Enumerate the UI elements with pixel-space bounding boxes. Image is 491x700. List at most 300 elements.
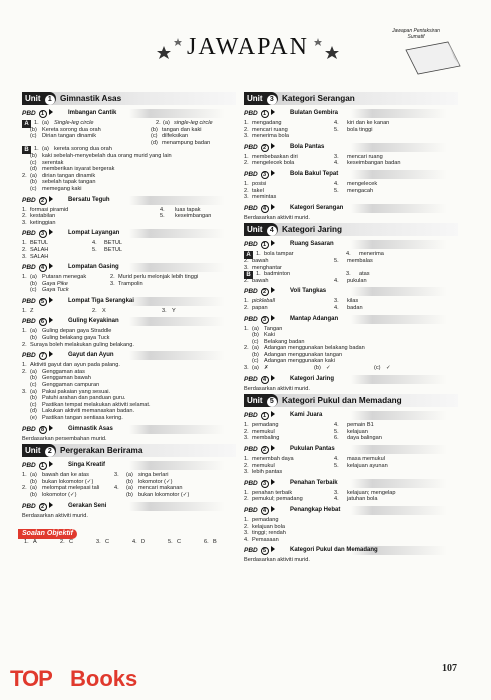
answer-text: Z — [30, 307, 34, 314]
objective-answer-list — [24, 539, 238, 547]
pbd-prefix: PBD — [244, 479, 260, 487]
answer-text: (a) — [252, 345, 259, 352]
answer-text: (a) — [42, 146, 49, 153]
answer-row — [22, 207, 236, 214]
pbd-label — [22, 351, 55, 360]
answer-row — [22, 342, 236, 349]
answer-row — [22, 492, 236, 499]
answer-row — [244, 517, 458, 524]
answer-row — [22, 179, 236, 186]
pbd-label — [244, 479, 277, 488]
answer-text: kelajuan bola — [252, 523, 285, 530]
answer-text: 1. — [244, 489, 249, 496]
pbd-number: 3 — [39, 230, 47, 238]
answer-text: 3. — [110, 280, 115, 287]
answer-text: papan — [252, 304, 268, 311]
answer-text: serentak — [42, 159, 64, 166]
answer-text: 4. — [334, 496, 339, 503]
answer-text: 3. — [244, 365, 249, 372]
answer-text: Pakai pakaian yang sesuai. — [42, 388, 111, 395]
pbd-activity-header — [244, 445, 458, 454]
answer-text: 3. — [244, 469, 249, 476]
pbd-prefix: PBD — [244, 412, 260, 420]
answer-text: 1. — [22, 240, 27, 247]
answer-row — [22, 308, 236, 315]
answer-text: 2. — [244, 523, 249, 530]
answer-text: atas — [359, 271, 370, 278]
arrow-right-icon — [49, 196, 53, 202]
page-number: 107 — [442, 663, 457, 674]
answer-text: 2. — [22, 341, 27, 348]
answer-text: 4. — [334, 422, 339, 429]
pbd-prefix: PBD — [22, 352, 38, 360]
pbd-prefix: PBD — [22, 297, 38, 305]
pbd-label — [244, 315, 277, 324]
pbd-activity-header — [22, 229, 236, 238]
answer-row — [244, 326, 458, 333]
answer-text: bola tampar — [264, 251, 294, 258]
unit-number: 3 — [267, 95, 277, 105]
answer-text: pickleball — [252, 298, 276, 305]
answer-text: mencari ruang — [347, 153, 383, 160]
answer-text: (b) — [30, 395, 37, 402]
answer-text: (c) — [30, 133, 37, 140]
answer-text: 1. — [22, 206, 27, 213]
answer-text: (a) — [30, 388, 37, 395]
pbd-number: 8 — [39, 426, 47, 434]
answer-row — [22, 328, 236, 335]
answer-text: Single-leg circle — [54, 120, 94, 126]
unit-header — [244, 223, 458, 236]
pbd-activity-header — [244, 109, 458, 118]
pbd-title: Kategori Jaring — [290, 375, 335, 382]
pbd-activity-header — [244, 315, 458, 324]
answer-text: kelajuan; mengelap — [347, 489, 396, 496]
answer-text: pemain B1 — [347, 422, 374, 429]
answer-text: Berdasarkan aktiviti murid. — [244, 385, 310, 392]
answer-row — [244, 278, 458, 285]
answer-text: (a) — [30, 172, 37, 179]
pbd-activity-header — [22, 351, 236, 360]
answer-row — [22, 402, 236, 409]
answer-text: 2. — [244, 496, 249, 503]
answer-text: 4. — [114, 485, 119, 492]
arrow-right-icon — [49, 229, 53, 235]
answer-text: SALAH — [30, 253, 49, 260]
answer-row — [244, 154, 458, 161]
answer-row — [244, 127, 458, 134]
answer-text: 2. — [22, 485, 27, 492]
answer-text: Kereta sorong dua orah — [42, 126, 101, 133]
answer-text: (b) — [252, 332, 259, 339]
answer-text: luas tapak — [175, 206, 201, 213]
answer-text: pemadang — [252, 422, 279, 429]
answer-text: keseimbangan badan — [347, 160, 401, 167]
answer-text: 2. — [110, 274, 115, 281]
arrow-right-icon — [271, 315, 275, 321]
pbd-title: Pukulan Pantas — [290, 446, 335, 453]
unit-title: Pergerakan Berirama — [60, 446, 143, 456]
answer-text: 4. — [346, 251, 351, 258]
answer-text: 4. — [244, 536, 249, 543]
answer-text: 5. — [334, 257, 339, 264]
unit-label: Unit — [247, 396, 265, 406]
pbd-number: 5 — [39, 298, 47, 306]
unit-header — [22, 444, 236, 457]
answer-row — [22, 335, 236, 342]
answer-text: 1. — [244, 422, 249, 429]
answer-text: (e) — [30, 415, 37, 421]
answer-text: 3. — [334, 298, 339, 305]
answer-text: jatuhan bola — [347, 496, 378, 503]
answer-text: ✗ — [264, 365, 269, 372]
pbd-number: 2 — [39, 197, 47, 205]
header — [150, 30, 346, 64]
pbd-activity-header — [244, 204, 458, 213]
answer-text: 2. — [156, 120, 161, 126]
pbd-activity-header — [22, 263, 236, 272]
answer-text: Guling depan gaya Straddle — [42, 328, 112, 335]
pbd-prefix: PBD — [244, 204, 260, 212]
answer-text: Genggaman atas — [42, 368, 85, 375]
arrow-right-icon — [271, 546, 275, 552]
answer-row — [244, 120, 458, 127]
arrow-right-icon — [271, 170, 275, 176]
objective-number: 6. — [204, 539, 209, 546]
answer-text: Berdasarkan aktiviti murid. — [244, 214, 310, 221]
answer-text: 1. — [244, 298, 249, 305]
answer-text: posisi — [252, 180, 267, 187]
answer-row — [244, 271, 458, 278]
answer-text: Guling belakang gaya Tuck — [42, 335, 110, 342]
arrow-right-icon — [271, 375, 275, 381]
answer-row — [22, 140, 236, 147]
answer-row — [22, 395, 236, 402]
pbd-label — [22, 461, 55, 470]
answer-text: 1. — [244, 517, 249, 523]
pbd-title: Voli Tangkas — [290, 288, 327, 295]
objective-number: 5. — [168, 539, 173, 546]
pbd-number: 3 — [261, 480, 269, 488]
answer-text: Y — [172, 307, 176, 314]
answer-row — [22, 127, 236, 134]
answer-text: (d) — [30, 408, 37, 415]
answer-text: Trampolin — [118, 280, 143, 287]
answer-row — [244, 352, 458, 359]
pbd-number: 3 — [261, 171, 269, 179]
answer-text: 2. — [244, 257, 249, 264]
pbd-prefix: PBD — [244, 170, 260, 178]
answer-text: single-leg circle — [174, 120, 213, 126]
pbd-number: 4 — [261, 507, 269, 515]
answer-text: masa memukul — [347, 456, 385, 463]
pbd-prefix: PBD — [22, 230, 38, 238]
pbd-label — [22, 502, 55, 511]
pbd-title: Kami Juara — [290, 412, 323, 419]
pbd-activity-header — [244, 375, 458, 384]
pbd-label — [22, 263, 55, 272]
pbd-title: Lompatan Gasing — [68, 264, 119, 271]
answer-text: 2. — [92, 307, 97, 314]
pbd-number: 5 — [261, 547, 269, 555]
answer-text: (b) — [126, 478, 133, 485]
answer-text: (c) — [30, 287, 37, 294]
answer-text: Gaya Tuck — [42, 287, 69, 294]
pbd-label — [22, 196, 55, 205]
left-column — [22, 90, 236, 546]
answer-text: 5. — [334, 462, 339, 469]
pbd-activity-header — [244, 479, 458, 488]
arrow-right-icon — [271, 479, 275, 485]
unit-badge — [22, 444, 56, 457]
unit-badge — [244, 394, 278, 407]
answer-text: penahan terbaik — [252, 489, 293, 496]
answer-text: Aktiviti gayut dan ayun pada palang. — [30, 362, 120, 369]
answer-row — [244, 258, 458, 265]
answer-row — [244, 490, 458, 497]
answer-text: 3. — [334, 153, 339, 160]
answer-text: 4. — [334, 180, 339, 187]
answer-text: (a) — [126, 472, 133, 479]
pbd-activity-header — [244, 506, 458, 515]
summative-note: Jawapan Pentaksiran Sumatif — [392, 28, 440, 40]
answer-text: sebelah tapak tangan — [42, 179, 96, 186]
answer-text: 2. — [244, 304, 249, 311]
answer-text: X — [102, 307, 106, 314]
section-letter-badge: B — [244, 271, 253, 279]
answer-row — [244, 305, 458, 312]
answer-text: tangan dan kaki — [162, 126, 202, 133]
pbd-prefix: PBD — [244, 288, 260, 296]
answer-text: 1. — [244, 120, 249, 126]
pbd-activity-header — [244, 546, 458, 555]
pbd-label — [22, 109, 55, 118]
topbooks-logo — [10, 663, 150, 699]
answer-text: 1. — [22, 307, 27, 314]
answer-text: 3. — [244, 435, 249, 442]
answer-text: mencari ruang — [252, 126, 288, 133]
answer-text: Adangan menggunakan kaki — [264, 358, 335, 365]
answer-text: Adangan menggunakan belakang badan — [264, 345, 365, 352]
unit-label: Unit — [247, 94, 265, 103]
answer-text: (b) — [30, 179, 37, 186]
answer-text: 2. — [244, 160, 249, 167]
answer-text: lokomotor (✓) — [42, 491, 77, 498]
answer-row — [244, 358, 458, 365]
arrow-right-icon — [49, 317, 53, 323]
pbd-activity-header — [22, 502, 236, 511]
page-title: JAWAPAN — [187, 34, 309, 60]
answer-row — [22, 173, 236, 180]
answer-text: memukul — [252, 428, 275, 435]
pbd-number: 3 — [261, 316, 269, 324]
answer-text: 3. — [244, 194, 249, 201]
answer-text: 3. — [22, 219, 27, 226]
pbd-label — [244, 445, 277, 454]
unit-header — [22, 92, 236, 105]
answer-row — [244, 463, 458, 470]
answer-row — [22, 408, 236, 415]
pbd-number: 2 — [39, 503, 47, 511]
pbd-activity-header — [22, 425, 236, 434]
pbd-number: 4 — [261, 205, 269, 213]
pbd-activity-header — [22, 317, 236, 326]
answer-text: 6. — [334, 435, 339, 442]
answer-text: kilas — [347, 298, 359, 305]
answer-text: Genggaman bawah — [42, 375, 91, 382]
pbd-label — [244, 506, 277, 515]
answer-text: 2. — [22, 246, 27, 253]
pbd-title: Bersatu Teguh — [68, 196, 110, 203]
answer-text: Genggaman campuran — [42, 382, 100, 389]
answer-text: bawah — [252, 277, 269, 284]
answer-text: 2. — [244, 187, 249, 194]
pbd-label — [22, 425, 55, 434]
answer-text: 3. — [22, 388, 27, 395]
answer-text: (a) — [30, 274, 37, 281]
answer-text: kelajuan ayunan — [347, 462, 388, 469]
answer-text: 2. — [22, 368, 27, 375]
answer-text: tinggi; rendah — [252, 530, 286, 537]
objective-number: 4. — [132, 539, 137, 546]
unit-label: Unit — [25, 94, 43, 103]
answer-text: mencari makanan — [138, 485, 183, 492]
pbd-label — [22, 297, 55, 306]
answer-row — [22, 485, 236, 492]
pbd-title: Ruang Sasaran — [290, 241, 334, 248]
answer-text: (a) — [30, 472, 37, 479]
answer-text: lokomotor (✓) — [138, 478, 173, 485]
answer-row — [244, 215, 458, 222]
answer-text: pemadang — [252, 517, 279, 523]
arrow-right-icon — [49, 297, 53, 303]
section-letter-badge: B — [22, 146, 31, 154]
answer-text: (c) — [30, 382, 37, 389]
answer-text: (a) — [252, 365, 259, 372]
answer-text: (c) — [30, 159, 37, 166]
pbd-prefix: PBD — [22, 502, 38, 510]
answer-text: memukul — [252, 462, 275, 469]
answer-text: 5. — [334, 126, 339, 133]
arrow-right-icon — [49, 502, 53, 508]
arrow-right-icon — [49, 351, 53, 357]
pbd-label — [244, 170, 277, 179]
pbd-title: Bola Bakul Tepat — [290, 170, 339, 177]
objective-number: 1. — [24, 539, 29, 546]
answer-row — [244, 469, 458, 476]
unit-title: Kategori Jaring — [282, 225, 343, 235]
answer-text: 2. — [22, 172, 27, 179]
answer-row — [244, 188, 458, 195]
answer-text: BETUL — [30, 240, 49, 247]
answer-text: 3. — [114, 472, 119, 479]
answer-text: (b) — [151, 126, 158, 133]
pbd-activity-header — [22, 196, 236, 205]
pbd-prefix: PBD — [22, 318, 38, 326]
answer-row — [244, 365, 458, 372]
pbd-label — [244, 375, 277, 384]
answer-text: (a) — [30, 368, 37, 375]
answer-text: 4. — [92, 240, 97, 247]
answer-text: (b) — [30, 491, 37, 498]
pbd-label — [244, 143, 277, 152]
answer-text: 2. — [244, 126, 249, 133]
pbd-title: Lompat Layangan — [68, 230, 120, 237]
answer-text: Lakukan aktiviti memanaskan badan. — [42, 408, 135, 415]
answer-text: Belakang badan — [264, 338, 305, 345]
answer-text: Putaran menegak — [42, 274, 87, 281]
answer-row — [22, 146, 236, 153]
pbd-title: Gimnastik Asas — [68, 425, 113, 432]
answer-text: Gaya Pike — [42, 280, 68, 287]
pbd-title: Bulatan Gembira — [290, 110, 339, 116]
answer-text: Patuhi arahan dan panduan guru. — [42, 395, 126, 402]
arrow-right-icon — [271, 506, 275, 512]
answer-text: 1. — [34, 146, 39, 153]
answer-row — [22, 472, 236, 479]
pbd-activity-header — [22, 109, 236, 118]
answer-text: singa berlari — [138, 472, 169, 479]
pbd-prefix: PBD — [22, 264, 38, 272]
answer-text: pemukul; pemadang — [252, 496, 303, 503]
answer-text: 1. — [256, 251, 261, 258]
answer-text: (b) — [30, 126, 37, 133]
answer-text: (d) — [30, 166, 37, 173]
answer-row — [22, 287, 236, 294]
answer-text: pukulan — [347, 277, 367, 284]
answer-text: 4. — [334, 120, 339, 126]
pbd-label — [244, 411, 277, 420]
answer-row — [244, 530, 458, 537]
arrow-right-icon — [49, 109, 53, 115]
unit-label: Unit — [25, 446, 43, 456]
pbd-number: 2 — [261, 144, 269, 152]
answer-text: Tangan — [264, 325, 283, 332]
objective-answers — [22, 529, 236, 546]
answer-row — [22, 220, 236, 227]
answer-row — [244, 251, 458, 258]
unit-number: 4 — [267, 226, 277, 236]
pbd-title: Imbangan Cantik — [68, 110, 117, 116]
answer-text: (c) — [151, 133, 158, 140]
answer-row — [22, 369, 236, 376]
pbd-prefix: PBD — [22, 462, 38, 470]
answer-row — [244, 524, 458, 531]
answer-text: Suraya boleh melakukan guling belakang. — [30, 341, 134, 348]
answer-text: 3. — [244, 530, 249, 537]
answer-text: bawah — [252, 257, 269, 264]
answer-text: mengadang — [252, 120, 282, 126]
answer-row — [244, 345, 458, 352]
objective-choice: D — [141, 539, 146, 546]
pbd-activity-header — [244, 240, 458, 249]
pbd-number: 1 — [39, 110, 47, 118]
answer-text: keseimbangan — [175, 213, 212, 220]
answer-text: 3. — [22, 253, 27, 260]
unit-badge — [22, 92, 56, 105]
answer-text: (a) — [163, 120, 170, 126]
answer-row — [22, 513, 236, 520]
answer-text: menghantar — [252, 264, 282, 271]
answer-text: (b) — [30, 152, 37, 159]
pbd-title: Guling Keyakinan — [68, 318, 119, 325]
unit-label: Unit — [247, 225, 265, 235]
pbd-title: Mantap Adangan — [290, 315, 339, 322]
answer-text: 5. — [334, 428, 339, 435]
answer-text: memintas — [252, 194, 277, 201]
answer-text: mengacah — [347, 187, 374, 194]
pbd-label — [244, 109, 277, 118]
